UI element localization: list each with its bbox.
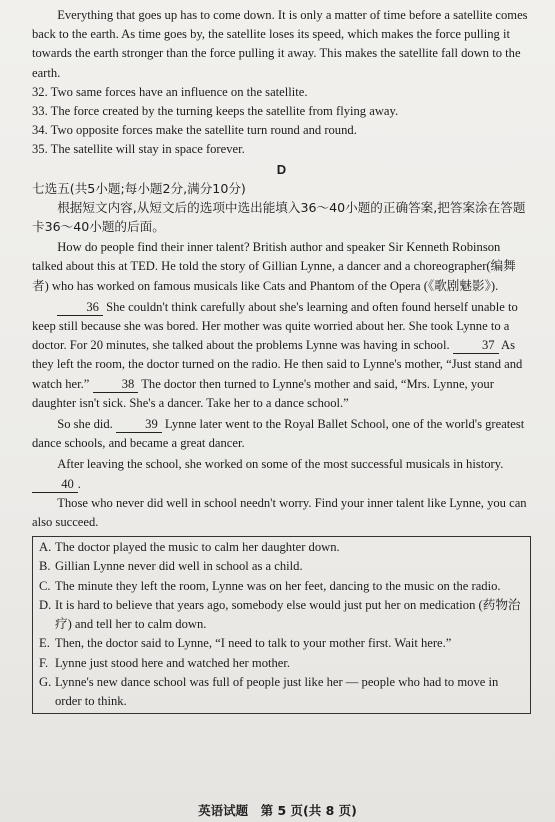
- option-e: [39, 634, 526, 653]
- blank-36: 36: [57, 299, 103, 316]
- blank-38: 38: [93, 376, 139, 393]
- question-35: 35. The satellite will stay in space forever.: [32, 142, 245, 157]
- option-letter: A.: [39, 540, 52, 555]
- paragraph-3-text-1: So she did.: [57, 417, 113, 432]
- section-title: 七选五(共5小题;每小题2分,满分10分): [32, 180, 246, 196]
- option-g: [39, 673, 526, 711]
- option-text: The doctor played the music to calm her daughter down.: [55, 540, 340, 555]
- option-letter: G.: [39, 674, 52, 689]
- passage-c-last-paragraph: Everything that goes up has to come down. It is only a matter of time before a satellite comes back to the earth. As time goes by, the satellite loses its speed, which makes the force pulling it towards the earth stronger than the force pulling it away. This makes the satellite fall down to the earth.: [32, 8, 528, 80]
- option-a: [39, 538, 526, 557]
- blank-37: 37: [453, 337, 499, 354]
- option-letter: B.: [39, 559, 51, 574]
- question-32: 32. Two same forces have an influence on the satellite.: [32, 84, 308, 99]
- options-box: [32, 536, 531, 714]
- option-letter: D.: [39, 597, 52, 612]
- blank-39: 39: [116, 416, 162, 433]
- option-text: The minute they left the room, Lynne was on her feet, dancing to the music on the radio.: [55, 578, 501, 593]
- option-c: [39, 577, 526, 596]
- paragraph-2-text-1: She couldn't think carefully about she's learning and often found herself unable to keep still because she was bored. Her mother was quite worried about her. She took Lynne to a doctor. For 20 minutes, she talked about the problems Lynne was having in school.: [32, 299, 518, 353]
- option-text: It is hard to believe that years ago, somebody else would just put her on medication (药物治疗) and tell her to calm down.: [55, 597, 521, 632]
- section-instructions: 根据短文内容,从短文后的选项中选出能填入36～40小题的正确答案,把答案涂在答题卡36～40小题的后面。: [32, 199, 526, 235]
- blank-40: 40: [32, 476, 78, 493]
- passage-paragraph-5: Those who never did well in school needn't worry. Find your inner talent like Lynne, you can also succeed.: [32, 495, 527, 530]
- section-letter: D: [276, 161, 287, 177]
- question-34: 34. Two opposite forces make the satellite turn round and round.: [32, 123, 357, 138]
- paragraph-4-text-2: .: [77, 476, 81, 491]
- passage-paragraph-1: How do people find their inner talent? British author and speaker Sir Kenneth Robinson talked about this at TED. He told the story of Gillian Lynne, a dancer and a choreographer(编舞者) who has worked on famous musicals like Cats and Phantom of the Opera (《歌剧魅影》).: [32, 240, 516, 293]
- page-footer: 英语试题 第 5 页(共 8 页): [198, 802, 357, 818]
- option-text: Gillian Lynne never did well in school as a child.: [55, 559, 303, 574]
- option-text: Lynne's new dance school was full of people just like her — people who had to move in order to think.: [55, 674, 499, 708]
- paragraph-3-text-2: Lynne later went to the Royal Ballet School, one of the world's greatest dance schools, and became a great dancer.: [32, 417, 525, 451]
- question-33: 33. The force created by the turning keeps the satellite from flying away.: [32, 104, 399, 119]
- option-letter: E.: [39, 636, 50, 651]
- option-d: [39, 596, 526, 634]
- option-text: Lynne just stood here and watched her mother.: [55, 655, 291, 670]
- paragraph-2-text-3: The doctor then turned to Lynne's mother and said, “Mrs. Lynne, your daughter isn't sick. She's a dancer. Take her to a dance school.”: [32, 376, 494, 410]
- passage-paragraph-4: [32, 455, 531, 493]
- paragraph-4-text-1: After leaving the school, she worked on some of the most successful musicals in history.: [57, 457, 504, 472]
- passage-paragraph-3: [32, 415, 531, 453]
- passage-paragraph-2: [32, 298, 531, 413]
- option-f: [39, 654, 526, 673]
- option-text: Then, the doctor said to Lynne, “I need to talk to your mother first. Wait here.”: [55, 636, 452, 651]
- option-letter: F.: [39, 655, 49, 670]
- option-b: [39, 557, 526, 576]
- option-letter: C.: [39, 578, 51, 593]
- paragraph-2-text-2: As they left the room, the doctor turned on the radio. He then said to Lynne's mother, “Just stand and watch her.”: [32, 338, 523, 391]
- question-list: [32, 83, 531, 160]
